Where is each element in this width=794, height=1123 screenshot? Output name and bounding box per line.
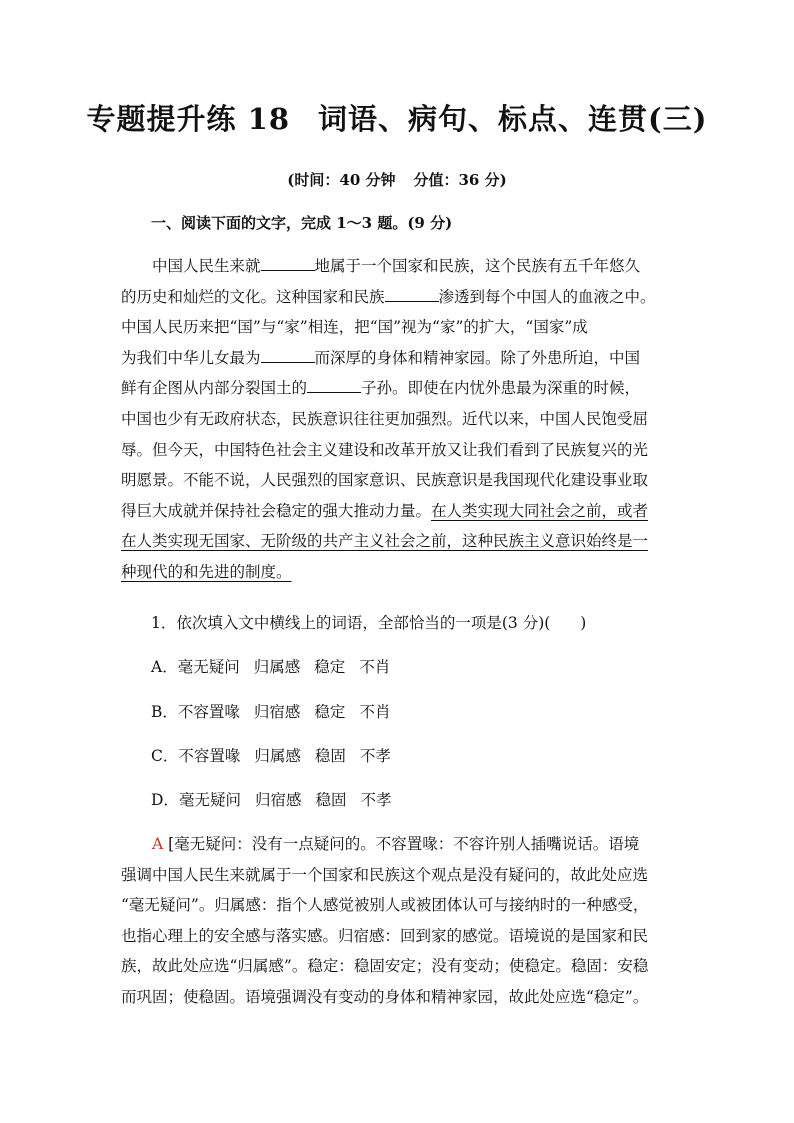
fill-blank-1 — [261, 256, 315, 271]
passage-line — [121, 557, 681, 588]
fill-blank-3 — [261, 348, 315, 363]
passage-text: 中国人民生来就 — [152, 257, 261, 275]
question-text: 1．依次填入文中横线上的词语，全部恰当的一项是(3 分)( — [151, 614, 551, 632]
passage-line — [121, 526, 681, 557]
option-a — [151, 655, 390, 677]
passage-line — [121, 343, 681, 374]
fill-blank-4 — [307, 378, 361, 393]
passage-line: 中国人民历来把“国”与“家”相连，把“国”视为“家”的扩大，“国家”成 — [121, 318, 588, 337]
passage-text: 渗透到每个中国人的血液之中。 — [438, 287, 656, 306]
option-word: 不肖 — [359, 658, 391, 676]
passage-line: 明愿景。不能不说，人民强烈的国家意识、民族意识是我国现代化建设事业取 — [121, 471, 649, 490]
option-word: 稳固 — [314, 747, 346, 765]
title-topic: 词语、病句、标点、连贯(三) — [318, 102, 708, 136]
title-number: 专题提升练 18 — [86, 102, 290, 136]
passage-text: 子孙。即使在内忧外患最为深重的时候， — [361, 379, 641, 398]
passage-line — [121, 496, 681, 527]
option-c — [151, 744, 391, 766]
option-word: 稳定 — [314, 703, 346, 721]
answer-line: 而巩固；使稳固。语境强调没有变动的身体和精神家园，故此处应选“稳定”。 — [121, 987, 649, 1006]
answer-line: “毫无疑问”。归属感：指个人感觉被别人或被团体认可与接纳时的一种感受， — [121, 896, 649, 915]
passage-text: 而深厚的身体和精神家园。除了外患所迫，中国 — [314, 348, 641, 367]
option-word: 归属感 — [253, 658, 301, 676]
answer-line — [121, 829, 681, 860]
option-word: 不肖 — [359, 703, 391, 721]
underlined-sentence: 种现代的和先进的制度。 — [121, 562, 292, 581]
question-close: ) — [580, 614, 587, 632]
passage-text: 的历史和灿烂的文化。这种国家和民族 — [121, 287, 385, 306]
passage-line: 中国也少有无政府状态，民族意识往往更加强烈。近代以来，中国人民饱受屈 — [121, 409, 649, 428]
option-label: B． — [151, 703, 178, 721]
exam-meta — [0, 169, 794, 190]
passage-line — [121, 373, 681, 404]
time-limit: (时间：40 分钟 — [287, 171, 396, 189]
option-label: C． — [151, 747, 179, 765]
passage-line — [121, 282, 681, 313]
answer-text: [毫无疑问：没有一点疑问的。不容置喙：不容许别人插嘴说话。语境 — [168, 835, 640, 853]
option-word: 归属感 — [254, 747, 301, 765]
option-word: 稳固 — [315, 791, 347, 809]
option-word: 不孝 — [360, 791, 392, 809]
section-heading: 一、阅读下面的文字，完成 1～3 题。(9 分) — [151, 214, 453, 232]
page-title — [0, 97, 794, 138]
option-word: 不孝 — [359, 747, 391, 765]
underlined-sentence: 在人类实现大同社会之前，或者 — [431, 501, 649, 520]
underlined-sentence: 在人类实现无国家、无阶级的共产主义社会之前，这种民族主义意识始终是一 — [121, 532, 649, 551]
passage-line: 辱。但今天，中国特色社会主义建设和改革开放又让我们看到了民族复兴的光 — [121, 440, 649, 459]
answer-letter: A — [152, 835, 164, 853]
question-1-stem — [151, 611, 586, 633]
option-b — [151, 700, 390, 722]
option-word: 不容置喙 — [178, 747, 241, 765]
answer-line: 也指心理上的安全感与落实感。归宿感：回到家的感觉。语境说的是国家和民 — [121, 926, 649, 945]
answer-line: 强调中国人民生来就属于一个国家和民族这个观点是没有疑问的，故此处应选 — [121, 865, 649, 884]
reading-passage — [121, 251, 681, 588]
passage-text: 鲜有企图从内部分裂国土的 — [121, 379, 308, 398]
option-word: 毫无疑问 — [178, 791, 241, 809]
option-word: 稳定 — [314, 658, 346, 676]
passage-line — [121, 251, 681, 282]
option-label: A． — [151, 658, 178, 676]
passage-text: 地属于一个国家和民族，这个民族有五千年悠久 — [314, 257, 641, 275]
option-word: 归宿感 — [254, 791, 302, 809]
option-word: 不容置喙 — [177, 703, 240, 721]
fill-blank-2 — [385, 287, 439, 302]
answer-line: 族，故此处应选“归属感”。稳定：稳固安定；没有变动；使稳定。稳固：安稳 — [121, 957, 649, 976]
option-d — [151, 788, 392, 810]
option-word: 归宿感 — [253, 703, 301, 721]
option-label: D． — [151, 791, 179, 809]
option-word: 毫无疑问 — [177, 658, 240, 676]
passage-text: 得巨大成就并保持社会稳定的强大推动力量。 — [121, 501, 432, 520]
score-total: 分值：36 分) — [413, 171, 507, 189]
passage-text: 为我们中华儿女最为 — [121, 348, 261, 367]
answer-explanation — [121, 829, 681, 1013]
